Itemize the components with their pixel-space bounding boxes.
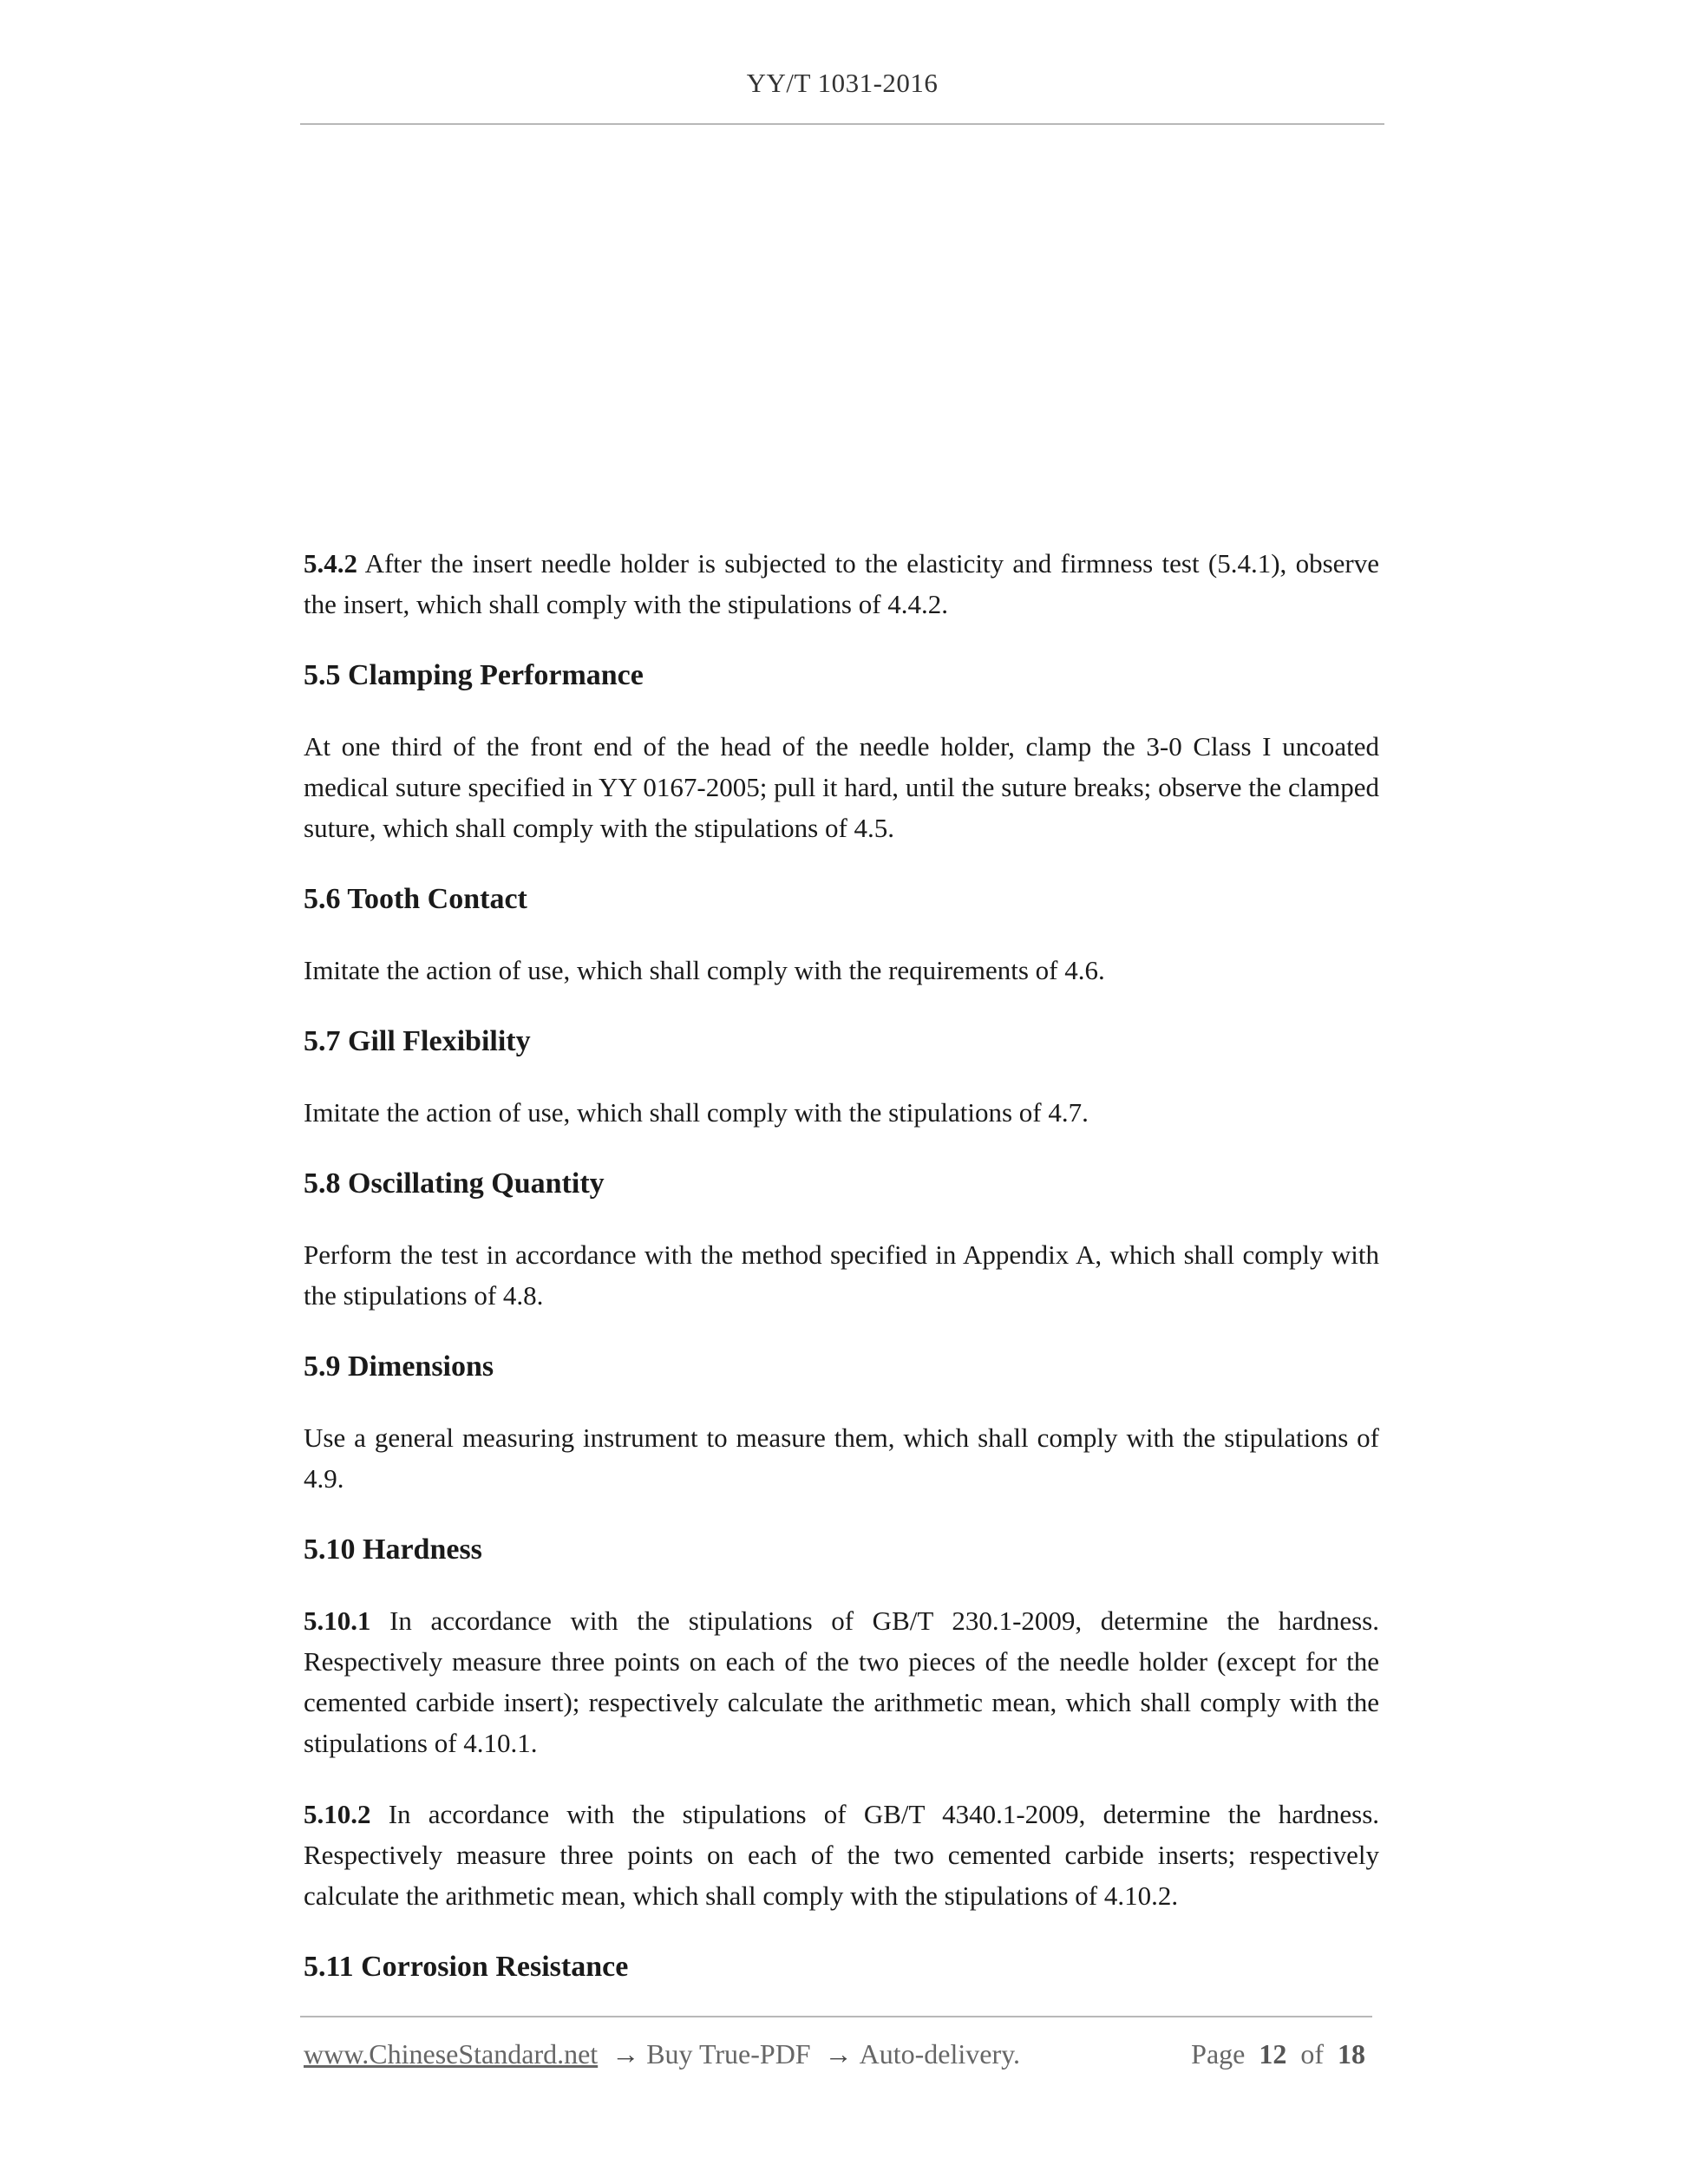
heading-5-11: 5.11 Corrosion Resistance xyxy=(304,1951,629,1983)
clause-5-5: At one third of the front end of the head of the needle holder, clamp the 3-0 Class I uncoated medical suture specified in YY 0167-2005; pull it hard, until the suture breaks; observe the clamped suture, which shall comply with the stipulations of 4.5. xyxy=(304,731,1379,843)
page-total: 18 xyxy=(1338,2038,1365,2070)
clause-text: In accordance with the stipulations of GB/T 4340.1-2009, determine the hardness. Respectively measure three points on each of the two cemented carbide inserts; respectively calculate the arithmetic mean, which shall comply with the stipulations of 4.10.2. xyxy=(304,1799,1380,1911)
document-code: YY/T 1031-2016 xyxy=(746,68,939,98)
page-footer xyxy=(304,2038,1372,2070)
clause-5-4-2 xyxy=(304,543,1379,624)
page-current: 12 xyxy=(1259,2038,1287,2070)
page-of: of xyxy=(1300,2038,1324,2070)
clause-number: 5.4.2 xyxy=(304,548,357,579)
footer-promo xyxy=(304,2038,1020,2070)
clause-5-10-1 xyxy=(304,1600,1379,1763)
arrow-right-icon: → xyxy=(824,2038,853,2070)
page-indicator xyxy=(1191,2038,1372,2070)
buy-text: Buy True-PDF xyxy=(646,2038,811,2070)
page-label: Page xyxy=(1191,2038,1246,2070)
clause-number: 5.10.1 xyxy=(304,1605,371,1636)
page-header xyxy=(300,68,1384,99)
document-body xyxy=(304,543,1379,2017)
heading-5-10: 5.10 Hardness xyxy=(304,1533,482,1566)
clause-text: After the insert needle holder is subjected to the elasticity and firmness test (5.4.1), observe the insert, which shall comply with the stipulations of 4.4.2. xyxy=(304,548,1379,619)
clause-text: In accordance with the stipulations of GB/T 230.1-2009, determine the hardness. Respectively measure three points on each of the two pieces of the needle holder (except for the cemented carbide insert); respectively calculate the arithmetic mean, which shall comply with the stipulations of 4.10.1. xyxy=(304,1605,1380,1758)
clause-number: 5.10.2 xyxy=(304,1799,371,1829)
clause-5-6: Imitate the action of use, which shall comply with the requirements of 4.6. xyxy=(304,955,1105,985)
heading-5-7: 5.7 Gill Flexibility xyxy=(304,1025,531,1057)
clause-5-9: Use a general measuring instrument to measure them, which shall comply with the stipulations of 4.9. xyxy=(304,1422,1379,1494)
heading-5-9: 5.9 Dimensions xyxy=(304,1350,494,1383)
delivery-text: Auto-delivery. xyxy=(859,2038,1021,2070)
heading-5-5: 5.5 Clamping Performance xyxy=(304,659,644,691)
heading-5-6: 5.6 Tooth Contact xyxy=(304,883,527,915)
arrow-right-icon: → xyxy=(612,2038,640,2070)
clause-5-8: Perform the test in accordance with the method specified in Appendix A, which shall comply with the stipulations of 4.8. xyxy=(304,1239,1379,1311)
footer-divider xyxy=(300,2016,1372,2017)
header-divider xyxy=(300,123,1384,125)
site-link[interactable]: www.ChineseStandard.net xyxy=(304,2038,599,2070)
heading-5-8: 5.8 Oscillating Quantity xyxy=(304,1167,605,1200)
clause-5-10-2 xyxy=(304,1794,1379,1916)
clause-5-7: Imitate the action of use, which shall comply with the stipulations of 4.7. xyxy=(304,1097,1089,1128)
